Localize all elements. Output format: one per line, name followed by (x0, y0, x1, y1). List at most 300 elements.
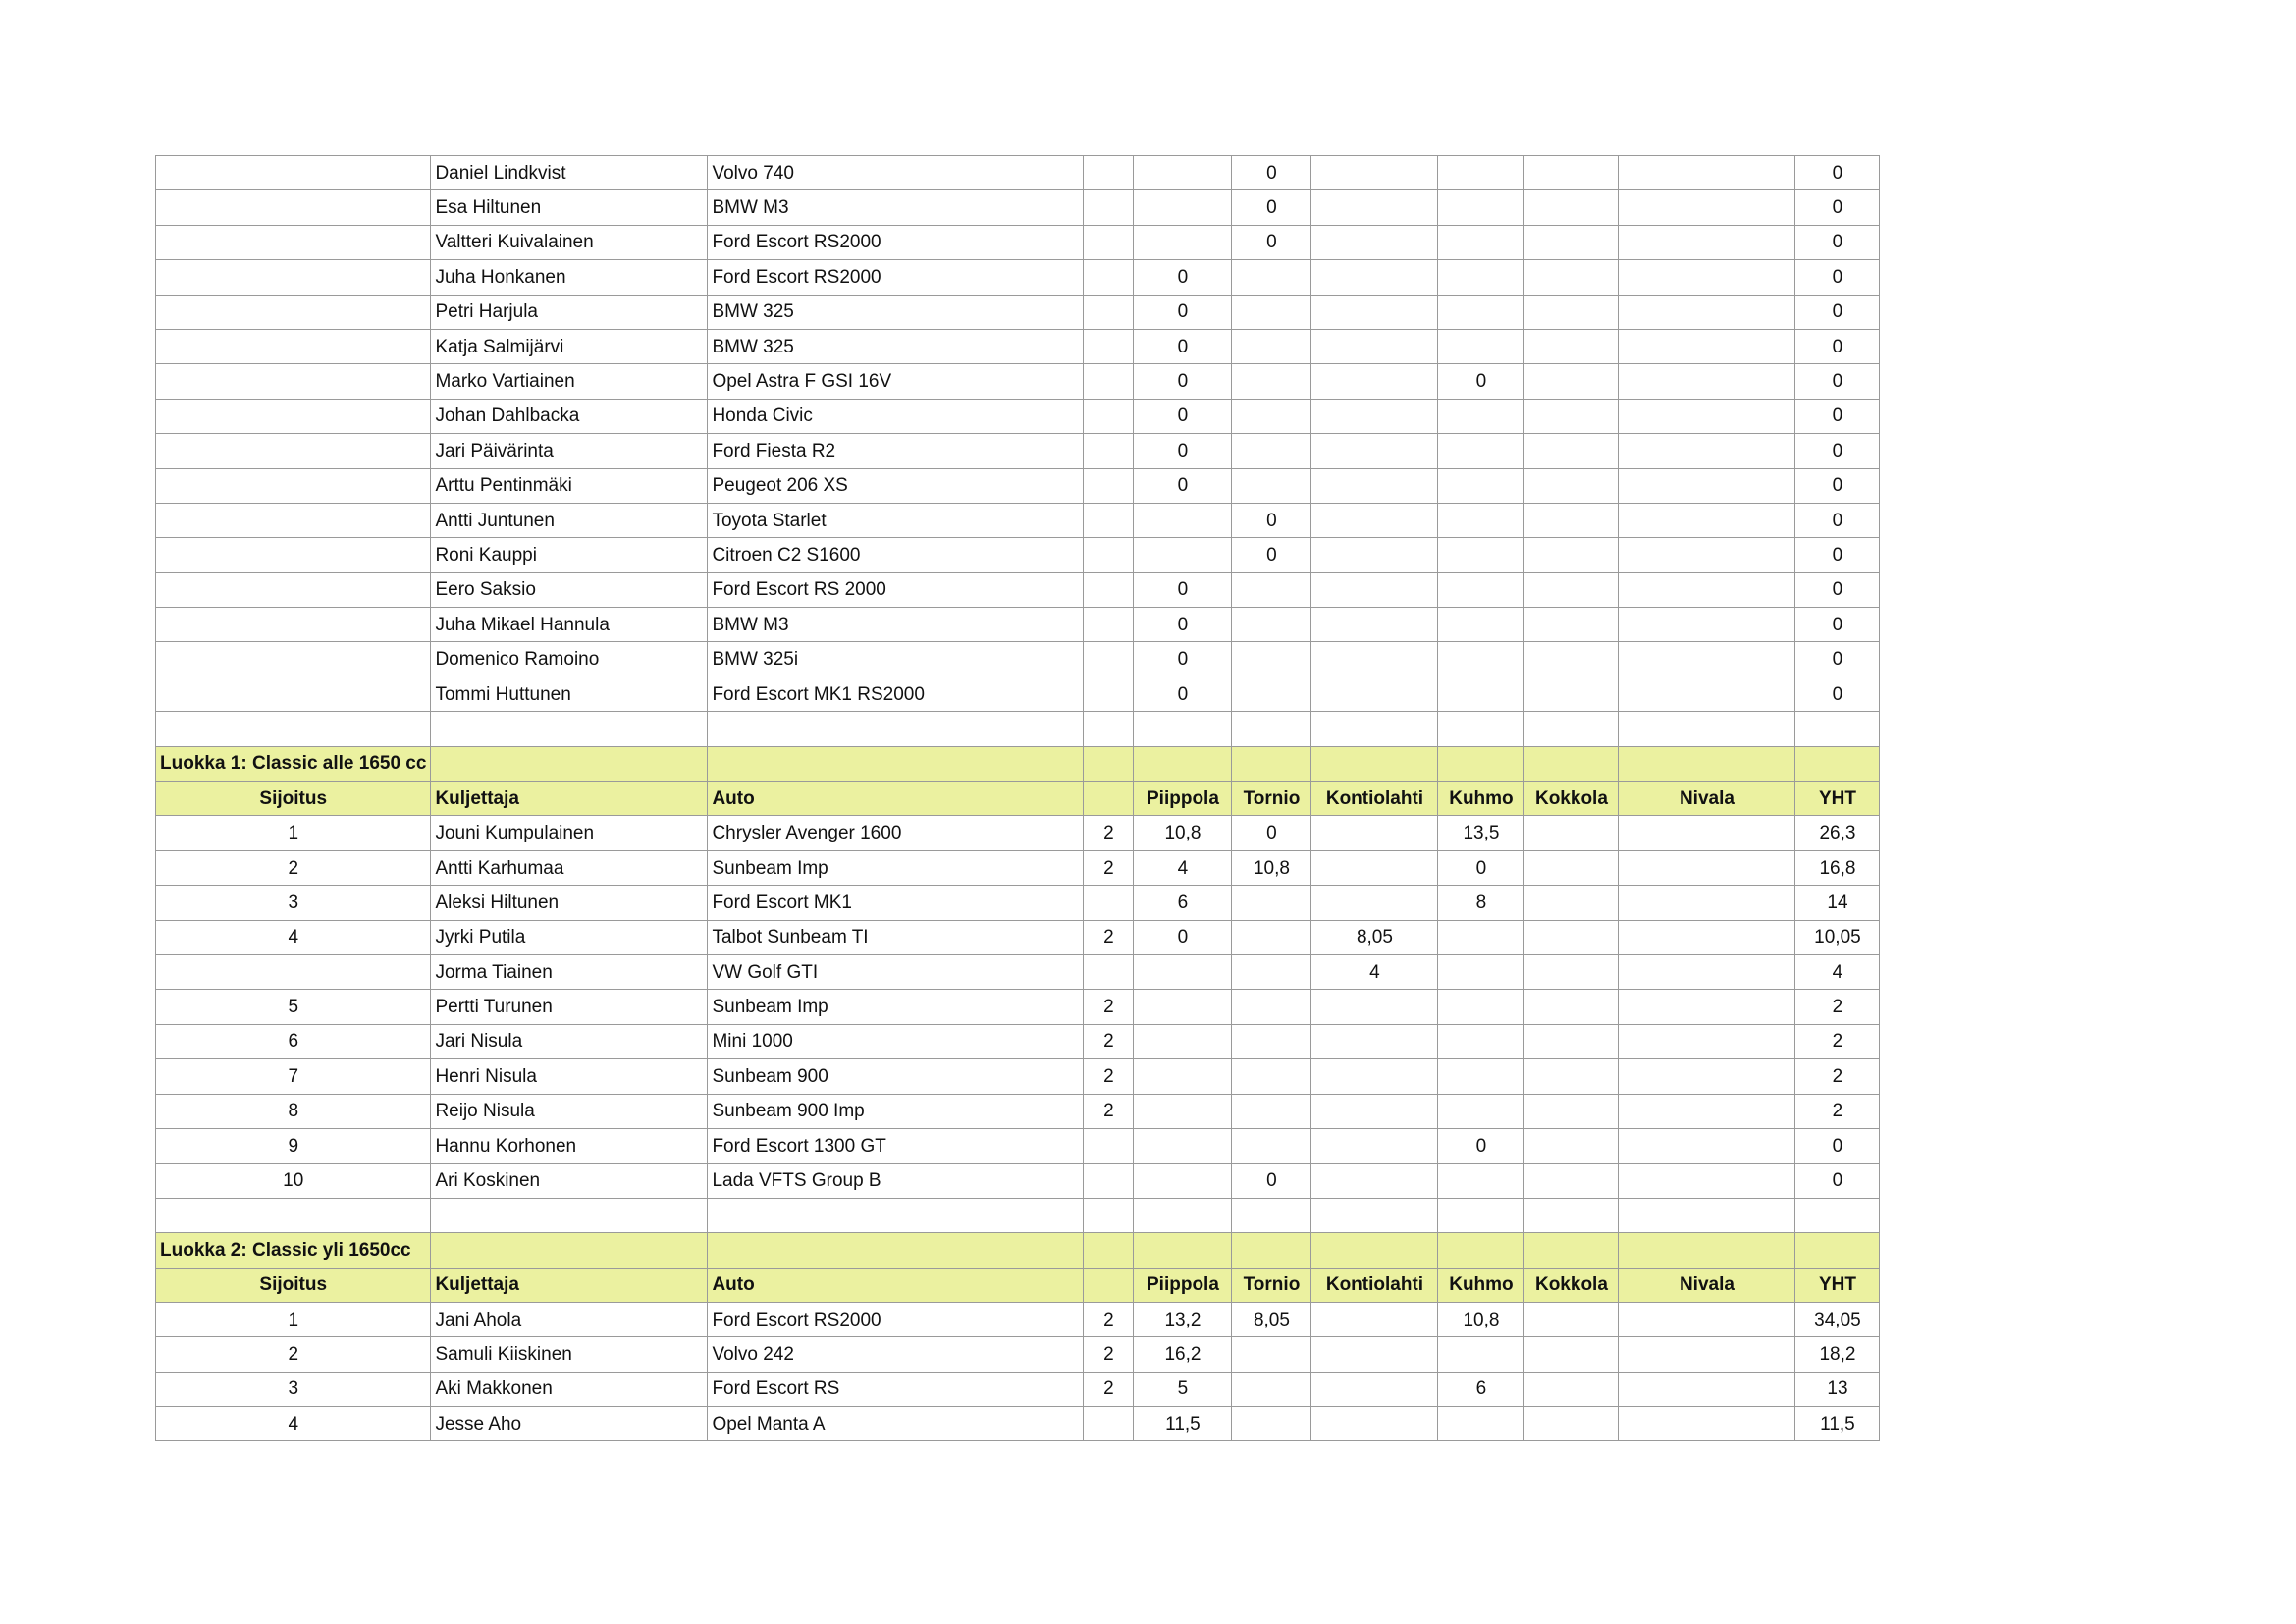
title-filler-cell (1795, 746, 1880, 781)
kontiolahti-cell (1311, 1128, 1438, 1163)
piippola-cell: 16,2 (1134, 1337, 1232, 1372)
car-cell: Ford Escort MK1 RS2000 (708, 677, 1084, 711)
position-cell: 3 (156, 1372, 431, 1406)
kuhmo-cell (1438, 295, 1524, 329)
total-cell: 11,5 (1795, 1407, 1880, 1441)
driver-cell: Jyrki Putila (431, 920, 708, 954)
car-cell: Opel Manta A (708, 1407, 1084, 1441)
tornio-cell: 0 (1232, 538, 1311, 572)
table-row (156, 329, 1880, 363)
position-cell (156, 677, 431, 711)
nivala-cell (1619, 608, 1795, 642)
kontiolahti-cell (1311, 329, 1438, 363)
car-cell: BMW M3 (708, 190, 1084, 225)
kuhmo-cell (1438, 1407, 1524, 1441)
kontiolahti-cell (1311, 538, 1438, 572)
nivala-cell (1619, 990, 1795, 1024)
driver-cell: Tommi Huttunen (431, 677, 708, 711)
tornio-cell (1232, 920, 1311, 954)
kuhmo-cell: 13,5 (1438, 816, 1524, 850)
total-header: YHT (1795, 1268, 1880, 1302)
table-row (156, 156, 1880, 190)
tornio-cell: 0 (1232, 156, 1311, 190)
tornio-cell (1232, 1407, 1311, 1441)
kokkola-cell (1524, 364, 1619, 399)
driver-cell: Jorma Tiainen (431, 954, 708, 989)
table-row (156, 954, 1880, 989)
driver-cell: Aleksi Hiltunen (431, 886, 708, 920)
car-cell (708, 1198, 1084, 1232)
kokkola-cell (1524, 1128, 1619, 1163)
piippola-cell: 0 (1134, 608, 1232, 642)
nivala-cell (1619, 260, 1795, 295)
tornio-cell: 0 (1232, 225, 1311, 259)
kuhmo-cell (1438, 156, 1524, 190)
kuhmo-cell (1438, 399, 1524, 433)
total-cell: 0 (1795, 468, 1880, 503)
class-marker-cell: 2 (1084, 1302, 1134, 1336)
nivala-cell (1619, 1164, 1795, 1198)
kuhmo-cell (1438, 1059, 1524, 1094)
kontiolahti-cell (1311, 399, 1438, 433)
total-cell: 4 (1795, 954, 1880, 989)
table-row (156, 886, 1880, 920)
car-cell: Sunbeam 900 (708, 1059, 1084, 1094)
kokkola-cell (1524, 399, 1619, 433)
position-cell: 9 (156, 1128, 431, 1163)
nivala-cell (1619, 920, 1795, 954)
total-cell: 0 (1795, 608, 1880, 642)
driver-cell: Roni Kauppi (431, 538, 708, 572)
piippola-cell (1134, 225, 1232, 259)
kokkola-cell (1524, 954, 1619, 989)
total-cell: 0 (1795, 677, 1880, 711)
tornio-cell (1232, 572, 1311, 607)
position-header: Sijoitus (156, 782, 431, 816)
piippola-cell: 4 (1134, 850, 1232, 885)
piippola-cell: 0 (1134, 468, 1232, 503)
tornio-cell (1232, 886, 1311, 920)
kuhmo-cell: 0 (1438, 364, 1524, 399)
piippola-header: Piippola (1134, 782, 1232, 816)
kuhmo-cell (1438, 329, 1524, 363)
kokkola-cell (1524, 712, 1619, 746)
total-cell: 0 (1795, 260, 1880, 295)
kontiolahti-cell (1311, 295, 1438, 329)
tornio-header: Tornio (1232, 782, 1311, 816)
kontiolahti-cell (1311, 990, 1438, 1024)
class-marker-cell (1084, 399, 1134, 433)
title-filler-cell (431, 1233, 708, 1268)
piippola-cell (1134, 503, 1232, 537)
class2-header-row (156, 1268, 1880, 1302)
title-filler-cell (1795, 1233, 1880, 1268)
class1-title-row (156, 746, 1880, 781)
kokkola-cell (1524, 538, 1619, 572)
total-cell: 0 (1795, 538, 1880, 572)
kuhmo-header: Kuhmo (1438, 1268, 1524, 1302)
class-marker-cell (1084, 1164, 1134, 1198)
car-cell: Talbot Sunbeam TI (708, 920, 1084, 954)
driver-cell: Jesse Aho (431, 1407, 708, 1441)
driver-cell (431, 712, 708, 746)
kontiolahti-cell (1311, 1198, 1438, 1232)
tornio-cell: 0 (1232, 503, 1311, 537)
nivala-cell (1619, 712, 1795, 746)
position-cell (156, 156, 431, 190)
table-row (156, 572, 1880, 607)
kokkola-cell (1524, 1337, 1619, 1372)
position-cell (156, 468, 431, 503)
piippola-cell: 0 (1134, 572, 1232, 607)
position-cell (156, 260, 431, 295)
nivala-cell (1619, 156, 1795, 190)
driver-cell: Daniel Lindkvist (431, 156, 708, 190)
kokkola-cell (1524, 642, 1619, 677)
results-sheet (155, 155, 1880, 1441)
nivala-cell (1619, 1094, 1795, 1128)
car-cell: Honda Civic (708, 399, 1084, 433)
car-header: Auto (708, 1268, 1084, 1302)
kontiolahti-cell (1311, 1372, 1438, 1406)
tornio-cell: 0 (1232, 816, 1311, 850)
total-cell: 0 (1795, 399, 1880, 433)
position-cell: 7 (156, 1059, 431, 1094)
kokkola-cell (1524, 190, 1619, 225)
kokkola-cell (1524, 434, 1619, 468)
table-row (156, 990, 1880, 1024)
table-row (156, 816, 1880, 850)
kontiolahti-cell (1311, 850, 1438, 885)
piippola-cell: 0 (1134, 399, 1232, 433)
table-row (156, 1407, 1880, 1441)
title-filler-cell (1619, 746, 1795, 781)
car-cell: Toyota Starlet (708, 503, 1084, 537)
kontiolahti-cell (1311, 677, 1438, 711)
kokkola-cell (1524, 468, 1619, 503)
total-cell: 34,05 (1795, 1302, 1880, 1336)
kokkola-cell (1524, 608, 1619, 642)
kontiolahti-cell (1311, 434, 1438, 468)
total-cell: 0 (1795, 329, 1880, 363)
kontiolahti-cell (1311, 572, 1438, 607)
tornio-cell (1232, 677, 1311, 711)
class-marker-cell: 2 (1084, 1337, 1134, 1372)
class-marker-header (1084, 782, 1134, 816)
kuhmo-cell (1438, 538, 1524, 572)
table-row (156, 677, 1880, 711)
title-filler-cell (1524, 1233, 1619, 1268)
class-marker-cell: 2 (1084, 990, 1134, 1024)
position-cell (156, 225, 431, 259)
class-marker-cell (1084, 329, 1134, 363)
class-marker-cell (1084, 260, 1134, 295)
kuhmo-cell: 8 (1438, 886, 1524, 920)
driver-cell: Antti Juntunen (431, 503, 708, 537)
driver-header: Kuljettaja (431, 782, 708, 816)
piippola-cell (1134, 1024, 1232, 1058)
driver-cell: Aki Makkonen (431, 1372, 708, 1406)
car-cell (708, 712, 1084, 746)
tornio-cell (1232, 1198, 1311, 1232)
kuhmo-cell (1438, 190, 1524, 225)
tornio-cell (1232, 434, 1311, 468)
kuhmo-cell: 6 (1438, 1372, 1524, 1406)
total-cell: 18,2 (1795, 1337, 1880, 1372)
nivala-cell (1619, 642, 1795, 677)
piippola-cell (1134, 1164, 1232, 1198)
nivala-cell (1619, 677, 1795, 711)
car-cell: Ford Escort 1300 GT (708, 1128, 1084, 1163)
nivala-cell (1619, 399, 1795, 433)
section-title: Luokka 2: Classic yli 1650cc (156, 1233, 431, 1268)
tornio-cell (1232, 1128, 1311, 1163)
kuhmo-cell (1438, 1164, 1524, 1198)
position-header: Sijoitus (156, 1268, 431, 1302)
kuhmo-cell: 0 (1438, 1128, 1524, 1163)
total-cell: 0 (1795, 190, 1880, 225)
nivala-cell (1619, 329, 1795, 363)
table-row (156, 1337, 1880, 1372)
tornio-cell (1232, 295, 1311, 329)
class-marker-cell (1084, 886, 1134, 920)
table-row (156, 1059, 1880, 1094)
kokkola-cell (1524, 920, 1619, 954)
piippola-cell: 5 (1134, 1372, 1232, 1406)
driver-cell: Valtteri Kuivalainen (431, 225, 708, 259)
kontiolahti-cell (1311, 886, 1438, 920)
blank-row (156, 1198, 1880, 1232)
tornio-cell (1232, 954, 1311, 989)
total-cell: 0 (1795, 642, 1880, 677)
kokkola-cell (1524, 156, 1619, 190)
nivala-cell (1619, 816, 1795, 850)
kontiolahti-cell (1311, 225, 1438, 259)
kokkola-cell (1524, 816, 1619, 850)
total-cell: 26,3 (1795, 816, 1880, 850)
piippola-cell (1134, 954, 1232, 989)
car-cell: Opel Astra F GSI 16V (708, 364, 1084, 399)
kontiolahti-cell (1311, 816, 1438, 850)
class-marker-cell (1084, 156, 1134, 190)
position-cell: 6 (156, 1024, 431, 1058)
piippola-cell: 13,2 (1134, 1302, 1232, 1336)
kuhmo-cell: 10,8 (1438, 1302, 1524, 1336)
kokkola-cell (1524, 677, 1619, 711)
table-row (156, 1024, 1880, 1058)
kokkola-cell (1524, 295, 1619, 329)
total-cell: 0 (1795, 434, 1880, 468)
nivala-cell (1619, 1198, 1795, 1232)
total-cell: 0 (1795, 1128, 1880, 1163)
driver-cell: Samuli Kiiskinen (431, 1337, 708, 1372)
position-cell (156, 503, 431, 537)
title-filler-cell (1438, 1233, 1524, 1268)
class-marker-cell (1084, 468, 1134, 503)
car-cell: Ford Fiesta R2 (708, 434, 1084, 468)
kontiolahti-cell (1311, 468, 1438, 503)
driver-cell: Hannu Korhonen (431, 1128, 708, 1163)
class-marker-cell (1084, 434, 1134, 468)
piippola-cell: 0 (1134, 295, 1232, 329)
table-row (156, 468, 1880, 503)
position-cell (156, 712, 431, 746)
class-marker-header (1084, 1268, 1134, 1302)
section-title: Luokka 1: Classic alle 1650 cc (156, 746, 431, 781)
car-cell: Ford Escort RS 2000 (708, 572, 1084, 607)
nivala-cell (1619, 225, 1795, 259)
nivala-cell (1619, 1128, 1795, 1163)
driver-cell: Jouni Kumpulainen (431, 816, 708, 850)
kuhmo-cell (1438, 1198, 1524, 1232)
class-marker-cell (1084, 642, 1134, 677)
driver-cell: Juha Mikael Hannula (431, 608, 708, 642)
kuhmo-cell (1438, 642, 1524, 677)
total-cell: 2 (1795, 1094, 1880, 1128)
car-cell: Ford Escort RS2000 (708, 225, 1084, 259)
class-marker-cell (1084, 190, 1134, 225)
driver-cell (431, 1198, 708, 1232)
nivala-header: Nivala (1619, 782, 1795, 816)
position-cell (156, 954, 431, 989)
piippola-cell (1134, 190, 1232, 225)
piippola-cell: 0 (1134, 364, 1232, 399)
class-marker-cell (1084, 572, 1134, 607)
nivala-cell (1619, 572, 1795, 607)
table-row (156, 1164, 1880, 1198)
kontiolahti-cell (1311, 1302, 1438, 1336)
class-marker-cell: 2 (1084, 1372, 1134, 1406)
kuhmo-cell (1438, 503, 1524, 537)
class-marker-cell (1084, 608, 1134, 642)
driver-cell: Reijo Nisula (431, 1094, 708, 1128)
kuhmo-cell (1438, 712, 1524, 746)
position-cell: 1 (156, 816, 431, 850)
car-cell: Ford Escort RS2000 (708, 260, 1084, 295)
kontiolahti-cell (1311, 260, 1438, 295)
kontiolahti-cell (1311, 364, 1438, 399)
car-cell: BMW 325i (708, 642, 1084, 677)
kokkola-cell (1524, 1094, 1619, 1128)
kontiolahti-cell (1311, 156, 1438, 190)
kontiolahti-header: Kontiolahti (1311, 782, 1438, 816)
table-row (156, 260, 1880, 295)
nivala-cell (1619, 434, 1795, 468)
piippola-cell: 0 (1134, 677, 1232, 711)
piippola-cell (1134, 712, 1232, 746)
table-row (156, 295, 1880, 329)
table-row (156, 642, 1880, 677)
title-filler-cell (708, 746, 1084, 781)
class-marker-cell: 2 (1084, 1059, 1134, 1094)
piippola-cell: 0 (1134, 260, 1232, 295)
title-filler-cell (1084, 1233, 1134, 1268)
driver-cell: Jani Ahola (431, 1302, 708, 1336)
piippola-cell: 10,8 (1134, 816, 1232, 850)
position-cell: 3 (156, 886, 431, 920)
driver-cell: Johan Dahlbacka (431, 399, 708, 433)
class-marker-cell (1084, 1407, 1134, 1441)
car-cell: Volvo 242 (708, 1337, 1084, 1372)
position-cell: 2 (156, 850, 431, 885)
kokkola-cell (1524, 329, 1619, 363)
kontiolahti-cell (1311, 190, 1438, 225)
nivala-cell (1619, 1059, 1795, 1094)
position-cell (156, 538, 431, 572)
title-filler-cell (1232, 1233, 1311, 1268)
table-row (156, 850, 1880, 885)
car-cell: Ford Escort MK1 (708, 886, 1084, 920)
position-cell: 4 (156, 1407, 431, 1441)
total-cell: 2 (1795, 1024, 1880, 1058)
car-cell: Mini 1000 (708, 1024, 1084, 1058)
driver-cell: Juha Honkanen (431, 260, 708, 295)
kuhmo-cell (1438, 608, 1524, 642)
driver-cell: Henri Nisula (431, 1059, 708, 1094)
table-row (156, 1128, 1880, 1163)
driver-cell: Jari Päivärinta (431, 434, 708, 468)
class-marker-cell (1084, 225, 1134, 259)
kokkola-cell (1524, 1302, 1619, 1336)
class-marker-cell (1084, 1198, 1134, 1232)
position-cell (156, 1198, 431, 1232)
nivala-cell (1619, 1302, 1795, 1336)
total-cell: 2 (1795, 1059, 1880, 1094)
table-row (156, 399, 1880, 433)
table-row (156, 1094, 1880, 1128)
kokkola-cell (1524, 1372, 1619, 1406)
kokkola-header: Kokkola (1524, 1268, 1619, 1302)
total-cell: 16,8 (1795, 850, 1880, 885)
total-cell: 2 (1795, 990, 1880, 1024)
total-header: YHT (1795, 782, 1880, 816)
kontiolahti-cell: 8,05 (1311, 920, 1438, 954)
kontiolahti-cell (1311, 1337, 1438, 1372)
class-marker-cell (1084, 538, 1134, 572)
tornio-cell (1232, 1094, 1311, 1128)
title-filler-cell (1619, 1233, 1795, 1268)
driver-cell: Ari Koskinen (431, 1164, 708, 1198)
tornio-cell: 8,05 (1232, 1302, 1311, 1336)
tornio-cell (1232, 1024, 1311, 1058)
nivala-cell (1619, 468, 1795, 503)
car-cell: BMW 325 (708, 295, 1084, 329)
title-filler-cell (1311, 746, 1438, 781)
piippola-cell (1134, 1059, 1232, 1094)
kontiolahti-cell (1311, 1024, 1438, 1058)
kontiolahti-cell (1311, 1164, 1438, 1198)
tornio-cell (1232, 712, 1311, 746)
class-marker-cell (1084, 364, 1134, 399)
kuhmo-cell (1438, 468, 1524, 503)
nivala-cell (1619, 1024, 1795, 1058)
car-cell: Sunbeam 900 Imp (708, 1094, 1084, 1128)
total-cell: 0 (1795, 1164, 1880, 1198)
car-cell: BMW 325 (708, 329, 1084, 363)
position-cell (156, 190, 431, 225)
kuhmo-cell (1438, 572, 1524, 607)
tornio-header: Tornio (1232, 1268, 1311, 1302)
table-row (156, 364, 1880, 399)
kokkola-cell (1524, 886, 1619, 920)
piippola-cell: 0 (1134, 642, 1232, 677)
position-cell (156, 434, 431, 468)
car-cell: BMW M3 (708, 608, 1084, 642)
total-cell: 10,05 (1795, 920, 1880, 954)
kokkola-cell (1524, 1164, 1619, 1198)
piippola-cell: 0 (1134, 920, 1232, 954)
title-filler-cell (1134, 1233, 1232, 1268)
